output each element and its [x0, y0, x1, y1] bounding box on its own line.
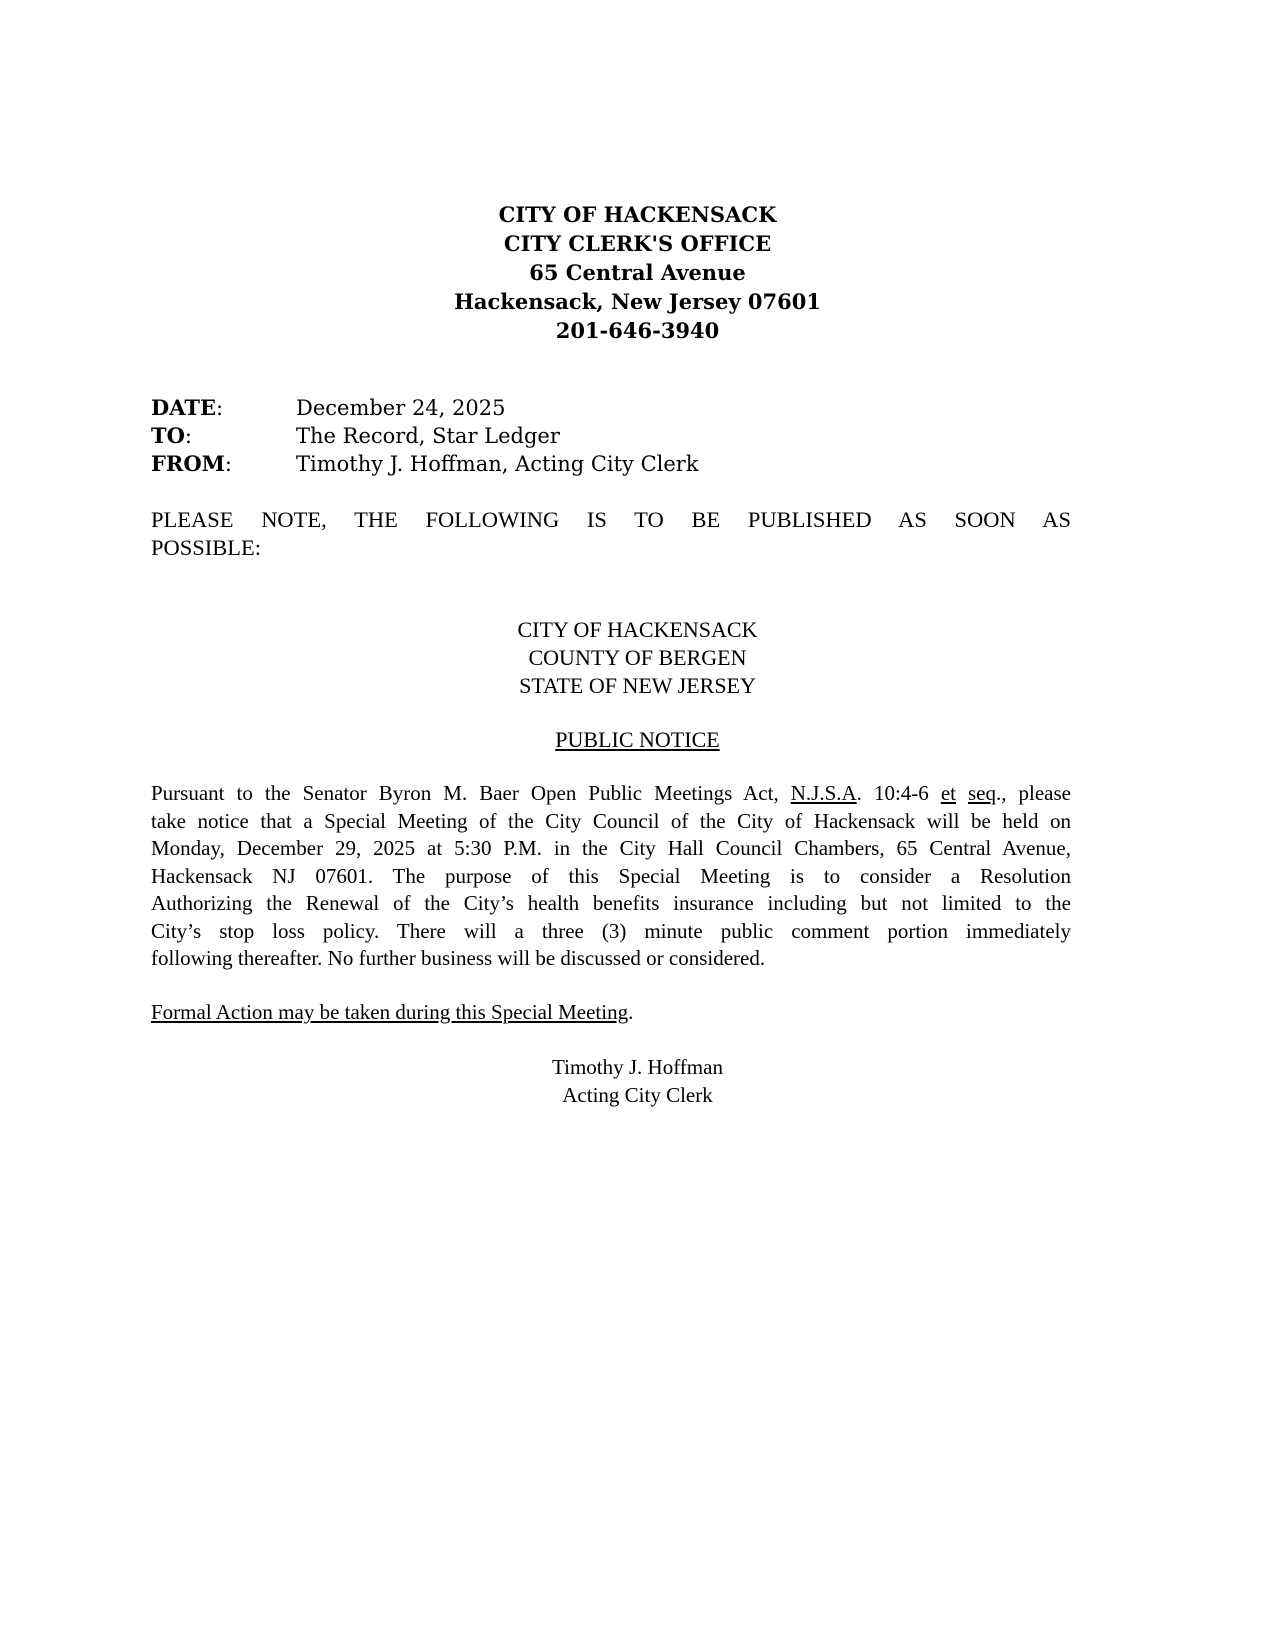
et-abbrev: et: [940, 781, 956, 805]
gov-county: COUNTY OF BERGEN: [528, 645, 747, 670]
memo-to-label: TO:: [151, 423, 192, 448]
instruction-line-1: PLEASE NOTE, THE FOLLOWING IS TO BE PUBLISHED AS SOON AS: [151, 507, 1071, 532]
government-heading: [0, 616, 1275, 700]
formal-action-note: Formal Action may be taken during this Special Meeting.: [151, 1000, 634, 1024]
body-line-1: Pursuant to the Senator Byron M. Baer Open Public Meetings Act, N.J.S.A. 10:4-6 et seq., please: [151, 781, 1071, 805]
gov-city: CITY OF HACKENSACK: [517, 617, 758, 642]
letterhead-city: CITY OF HACKENSACK: [498, 202, 777, 227]
gov-state: STATE OF NEW JERSEY: [519, 673, 756, 698]
memo-from-value: Timothy J. Hoffman, Acting City Clerk: [296, 452, 699, 476]
body-line-5: Authorizing the Renewal of the City’s health benefits insurance including but not limited to the: [151, 891, 1071, 915]
signatory-name: Timothy J. Hoffman: [552, 1055, 723, 1079]
memo-to-row: [151, 422, 699, 450]
notice-title: PUBLIC NOTICE: [555, 727, 720, 752]
body-line-7: following thereafter. No further business will be discussed or considered.: [151, 946, 766, 970]
letterhead-street: 65 Central Avenue: [529, 260, 746, 285]
letterhead: [0, 200, 1275, 345]
memo-from-row: [151, 450, 699, 478]
publication-instruction: [151, 506, 1071, 562]
letterhead-phone: 201-646-3940: [555, 318, 720, 343]
statute-citation: N.J.S.A: [790, 781, 857, 805]
memo-date-row: [151, 394, 699, 422]
letterhead-city-state-zip: Hackensack, New Jersey 07601: [454, 289, 821, 314]
body-line-3: Monday, December 29, 2025 at 5:30 P.M. in the City Hall Council Chambers, 65 Central Avenue,: [151, 836, 1071, 860]
memo-to-value: The Record, Star Ledger: [296, 424, 560, 448]
notice-body: [151, 780, 1071, 973]
memo-header: [151, 394, 699, 478]
seq-abbrev: seq: [968, 781, 996, 805]
body-line-2: take notice that a Special Meeting of the City Council of the City of Hackensack will be held on: [151, 808, 1071, 833]
memo-from-label: FROM:: [151, 451, 232, 476]
body-line-6: City’s stop loss policy. There will a three (3) minute public comment portion immediately: [151, 918, 1071, 943]
memo-date-value: December 24, 2025: [296, 396, 506, 420]
body-line-4: Hackensack NJ 07601. The purpose of this Special Meeting is to consider a Resolution: [151, 863, 1071, 888]
signature-block: [0, 1053, 1275, 1109]
memo-date-label: DATE:: [151, 395, 224, 420]
letterhead-office: CITY CLERK'S OFFICE: [503, 231, 772, 256]
instruction-line-2: POSSIBLE:: [151, 535, 262, 560]
signatory-title: Acting City Clerk: [562, 1083, 713, 1107]
